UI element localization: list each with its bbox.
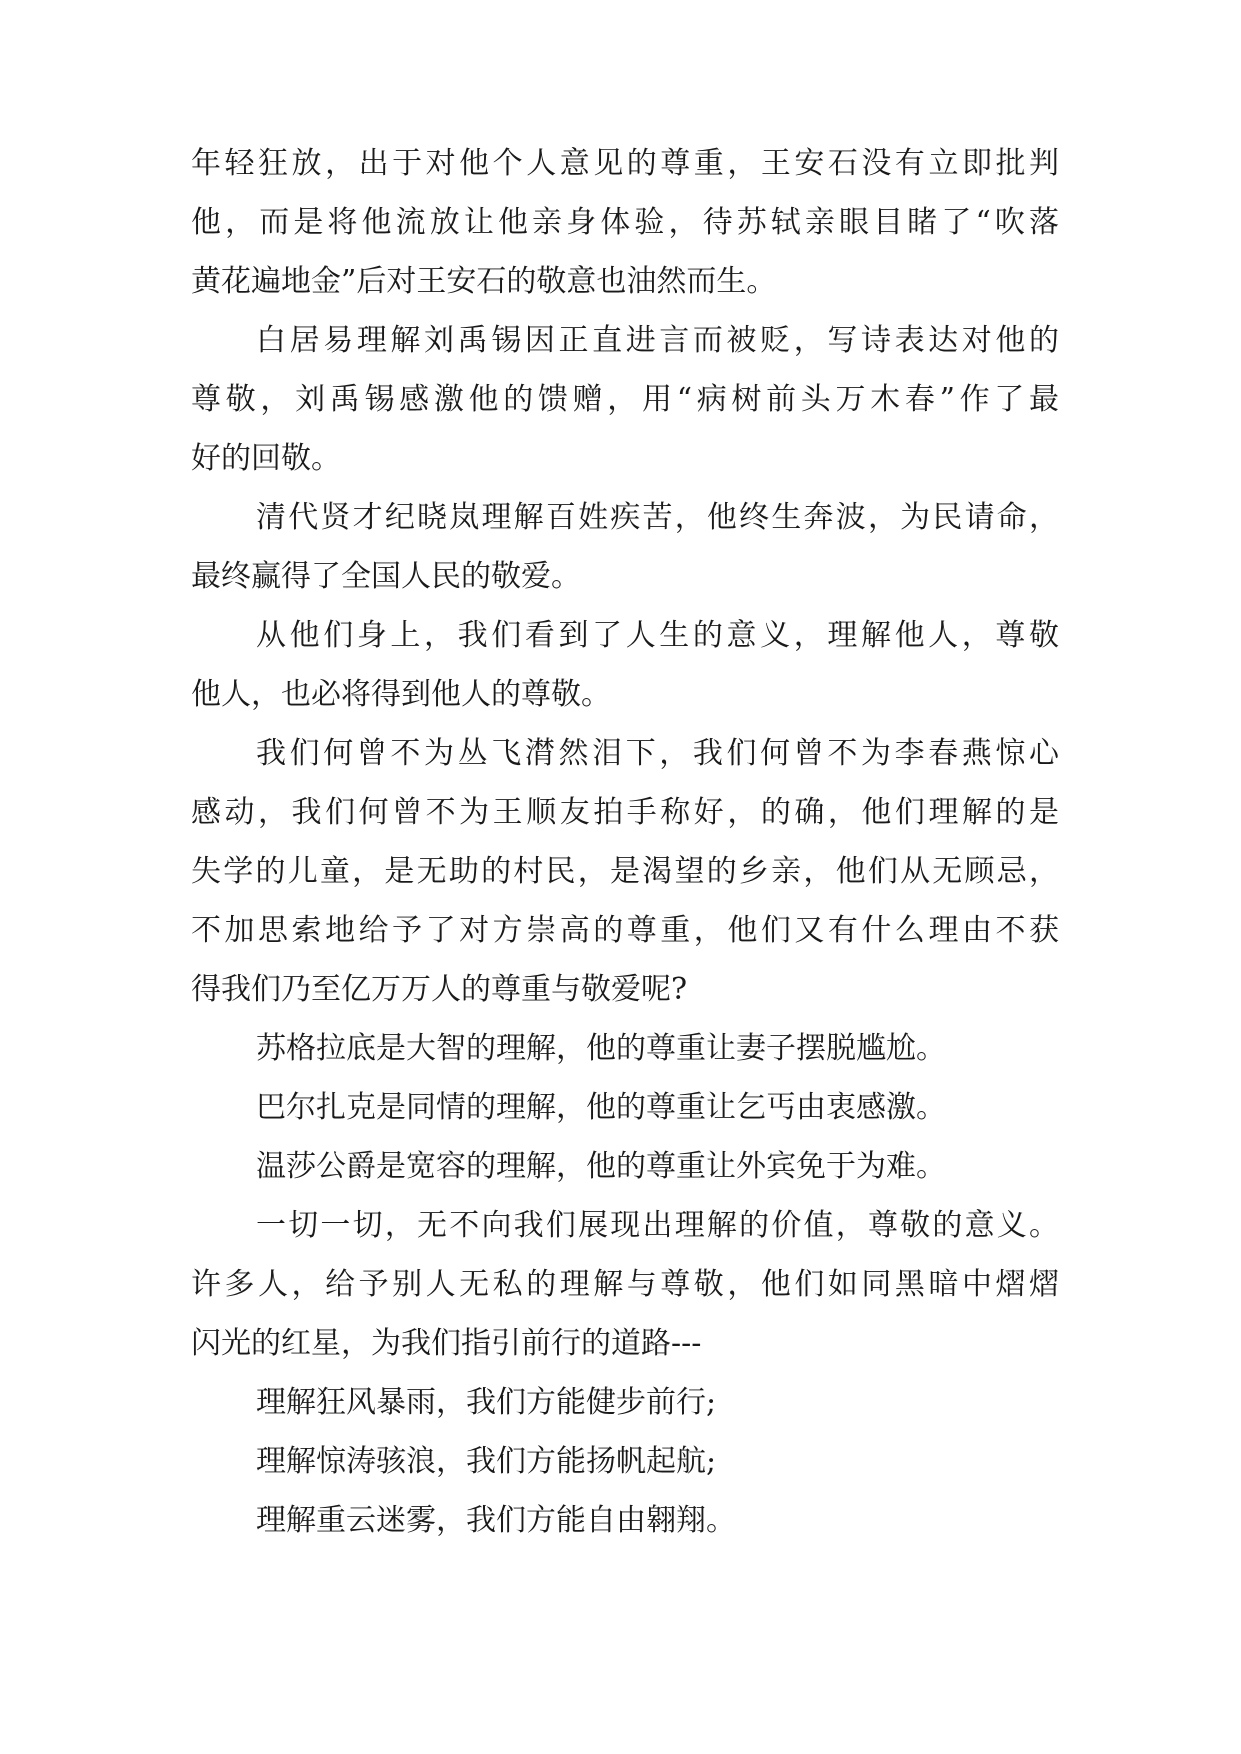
paragraph-first-line: 理解惊涛骇浪，我们方能扬帆起航;: [256, 1444, 717, 1479]
text-line: 最终赢得了全国人民的敬爱。: [191, 559, 581, 594]
paragraph-first-line: 巴尔扎克是同情的理解，他的尊重让乞丐由衷感激。: [256, 1090, 946, 1125]
text-line: 尊敬，刘禹锡感激他的馈赠，用“病树前头万木春”作了最: [191, 382, 1059, 417]
text-line: 他，而是将他流放让他亲身体验，待苏轼亲眼目睹了“吹落: [191, 205, 1059, 240]
paragraph-first-line: 白居易理解刘禹锡因正直进言而被贬，写诗表达对他的: [256, 323, 1059, 358]
text-line: 失学的儿童，是无助的村民，是渴望的乡亲，他们从无顾忌，: [191, 854, 1059, 889]
text-line: 他人，也必将得到他人的尊敬。: [191, 677, 611, 712]
text-line: 感动，我们何曾不为王顺友拍手称好，的确，他们理解的是: [191, 795, 1059, 830]
paragraph-first-line: 苏格拉底是大智的理解，他的尊重让妻子摆脱尴尬。: [256, 1031, 946, 1066]
paragraph-first-line: 温莎公爵是宽容的理解，他的尊重让外宾免于为难。: [256, 1149, 946, 1184]
text-line: 年轻狂放，出于对他个人意见的尊重，王安石没有立即批判: [191, 146, 1059, 181]
text-line: 得我们乃至亿万万人的尊重与敬爱呢?: [191, 972, 688, 1007]
text-line: 好的回敬。: [191, 441, 341, 476]
text-line: 不加思索地给予了对方崇高的尊重，他们又有什么理由不获: [191, 913, 1059, 948]
paragraph-first-line: 从他们身上，我们看到了人生的意义，理解他人，尊敬: [256, 618, 1059, 653]
text-line: 黄花遍地金”后对王安石的敬意也油然而生。: [191, 264, 777, 299]
paragraph-first-line: 我们何曾不为丛飞潸然泪下，我们何曾不为李春燕惊心: [256, 736, 1059, 771]
paragraph-first-line: 理解重云迷雾，我们方能自由翱翔。: [256, 1503, 736, 1538]
paragraph-first-line: 清代贤才纪晓岚理解百姓疾苦，他终生奔波，为民请命，: [256, 500, 1059, 535]
paragraph-first-line: 一切一切，无不向我们展现出理解的价值，尊敬的意义。: [256, 1208, 1059, 1243]
text-line: 闪光的红星，为我们指引前行的道路---: [191, 1326, 702, 1361]
paragraph-first-line: 理解狂风暴雨，我们方能健步前行;: [256, 1385, 717, 1420]
text-line: 许多人，给予别人无私的理解与尊敬，他们如同黑暗中熠熠: [191, 1267, 1059, 1302]
